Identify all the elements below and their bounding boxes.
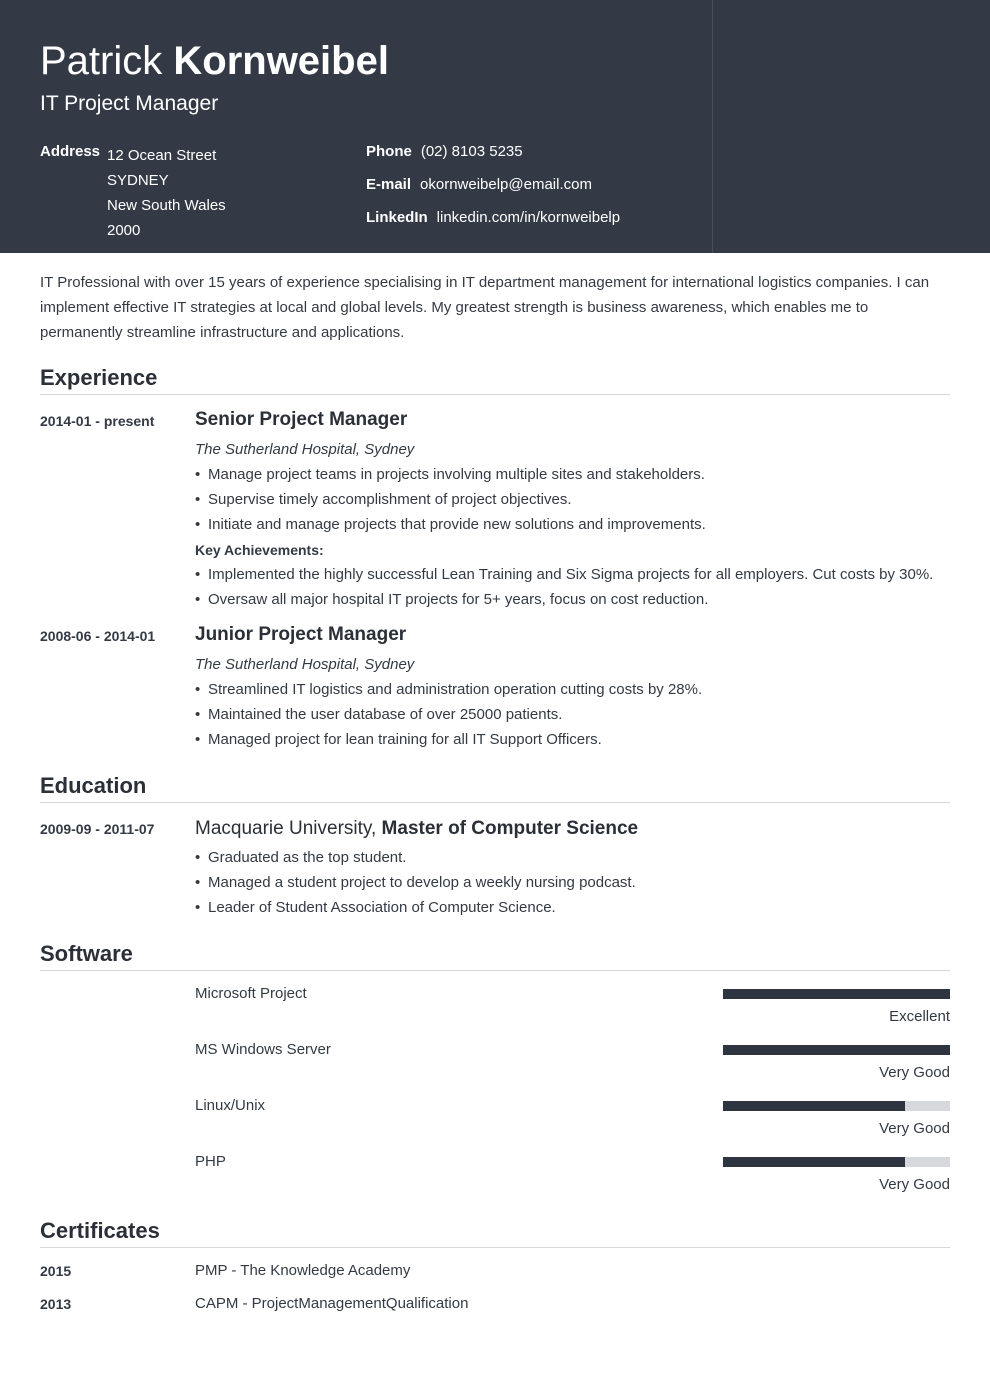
section-divider <box>40 802 950 803</box>
address-line: SYDNEY <box>107 172 169 189</box>
phone-label: Phone <box>366 143 412 160</box>
skill-bar <box>723 1157 950 1167</box>
certificate-name: CAPM - ProjectManagementQualification <box>195 1295 469 1312</box>
job-bullets <box>195 677 702 752</box>
list-item: • Oversaw all major hospital IT projects for 5+ years, focus on cost reduction. <box>195 587 933 612</box>
list-item: • Supervise timely accomplishment of project objectives. <box>195 487 706 512</box>
degree-name: Master of Computer Science <box>381 818 639 839</box>
address-lines <box>107 143 226 243</box>
address-line: 2000 <box>107 222 141 239</box>
school-name: Macquarie University, <box>195 818 377 839</box>
list-item: • Implemented the highly successful Lean Training and Six Sigma projects for all employers. Cut costs by 30%. <box>195 562 933 587</box>
certificate-year: 2015 <box>40 1263 72 1279</box>
list-item: • Manage project teams in projects involving multiple sites and stakeholders. <box>195 462 706 487</box>
achievement-bullets <box>195 562 933 612</box>
skill-level: Very Good <box>879 1176 950 1193</box>
resume-header <box>0 0 990 253</box>
job-role: Junior Project Manager <box>195 624 407 645</box>
education-bullets <box>195 845 636 920</box>
job-employer: The Sutherland Hospital, Sydney <box>195 656 415 673</box>
skill-bar-fill <box>723 1101 905 1111</box>
phone-row <box>366 143 523 160</box>
first-name: Patrick <box>40 39 163 83</box>
certificates-title: Certificates <box>40 1218 160 1243</box>
certificate-year: 2013 <box>40 1296 72 1312</box>
skill-bar-fill <box>723 989 950 999</box>
section-divider <box>40 394 950 395</box>
last-name: Kornweibel <box>173 39 389 83</box>
job-dates: 2014-01 - present <box>40 413 155 429</box>
education-dates: 2009-09 - 2011-07 <box>40 821 155 837</box>
software-name: PHP <box>195 1153 226 1170</box>
certificate-name: PMP - The Knowledge Academy <box>195 1262 411 1279</box>
candidate-name <box>40 38 389 84</box>
section-divider <box>40 1247 950 1248</box>
list-item: • Maintained the user database of over 25000 patients. <box>195 702 702 727</box>
list-item: • Graduated as the top student. <box>195 845 636 870</box>
linkedin-label: LinkedIn <box>366 209 428 226</box>
phone-value: (02) 8103 5235 <box>420 143 523 160</box>
software-name: MS Windows Server <box>195 1041 331 1058</box>
job-dates: 2008-06 - 2014-01 <box>40 628 156 644</box>
section-divider <box>40 970 950 971</box>
software-name: Microsoft Project <box>195 985 307 1002</box>
list-item: • Managed a student project to develop a weekly nursing podcast. <box>195 870 636 895</box>
software-title: Software <box>40 941 133 966</box>
education-title: Education <box>40 773 147 798</box>
professional-summary: IT Professional with over 15 years of experience specialising in IT department management for international logistics companies. I can implement effective IT strategies at local and global levels. My greatest strength is business awareness, which enables me to permanently streamline infrastructure and applications. <box>40 274 930 341</box>
key-achievements-label: Key Achievements: <box>195 542 324 558</box>
skill-bar <box>723 989 950 999</box>
address-line: New South Wales <box>107 197 226 214</box>
list-item: • Streamlined IT logistics and administration operation cutting costs by 28%. <box>195 677 702 702</box>
address-label: Address <box>40 143 101 160</box>
skill-level: Very Good <box>879 1064 950 1081</box>
list-item: • Managed project for lean training for all IT Support Officers. <box>195 727 702 752</box>
email-label: E-mail <box>366 176 412 193</box>
list-item: • Leader of Student Association of Computer Science. <box>195 895 636 920</box>
list-item: • Initiate and manage projects that provide new solutions and improvements. <box>195 512 706 537</box>
skill-level: Excellent <box>889 1008 950 1025</box>
header-divider <box>712 0 713 253</box>
job-title: IT Project Manager <box>40 92 219 115</box>
skill-bar <box>723 1045 950 1055</box>
job-bullets <box>195 462 706 537</box>
job-role: Senior Project Manager <box>195 409 408 430</box>
education-line <box>195 818 638 840</box>
skill-bar-fill <box>723 1157 905 1167</box>
skill-bar-fill <box>723 1045 950 1055</box>
skill-level: Very Good <box>879 1120 950 1137</box>
linkedin-row <box>366 209 620 226</box>
skill-bar <box>723 1101 950 1111</box>
address-line: 12 Ocean Street <box>107 147 217 164</box>
software-name: Linux/Unix <box>195 1097 266 1114</box>
email-row <box>366 176 592 193</box>
email-link[interactable]: okornweibelp@email.com <box>420 176 592 193</box>
experience-title: Experience <box>40 365 158 390</box>
linkedin-link[interactable]: linkedin.com/in/kornweibelp <box>436 209 621 226</box>
job-employer: The Sutherland Hospital, Sydney <box>195 441 415 458</box>
